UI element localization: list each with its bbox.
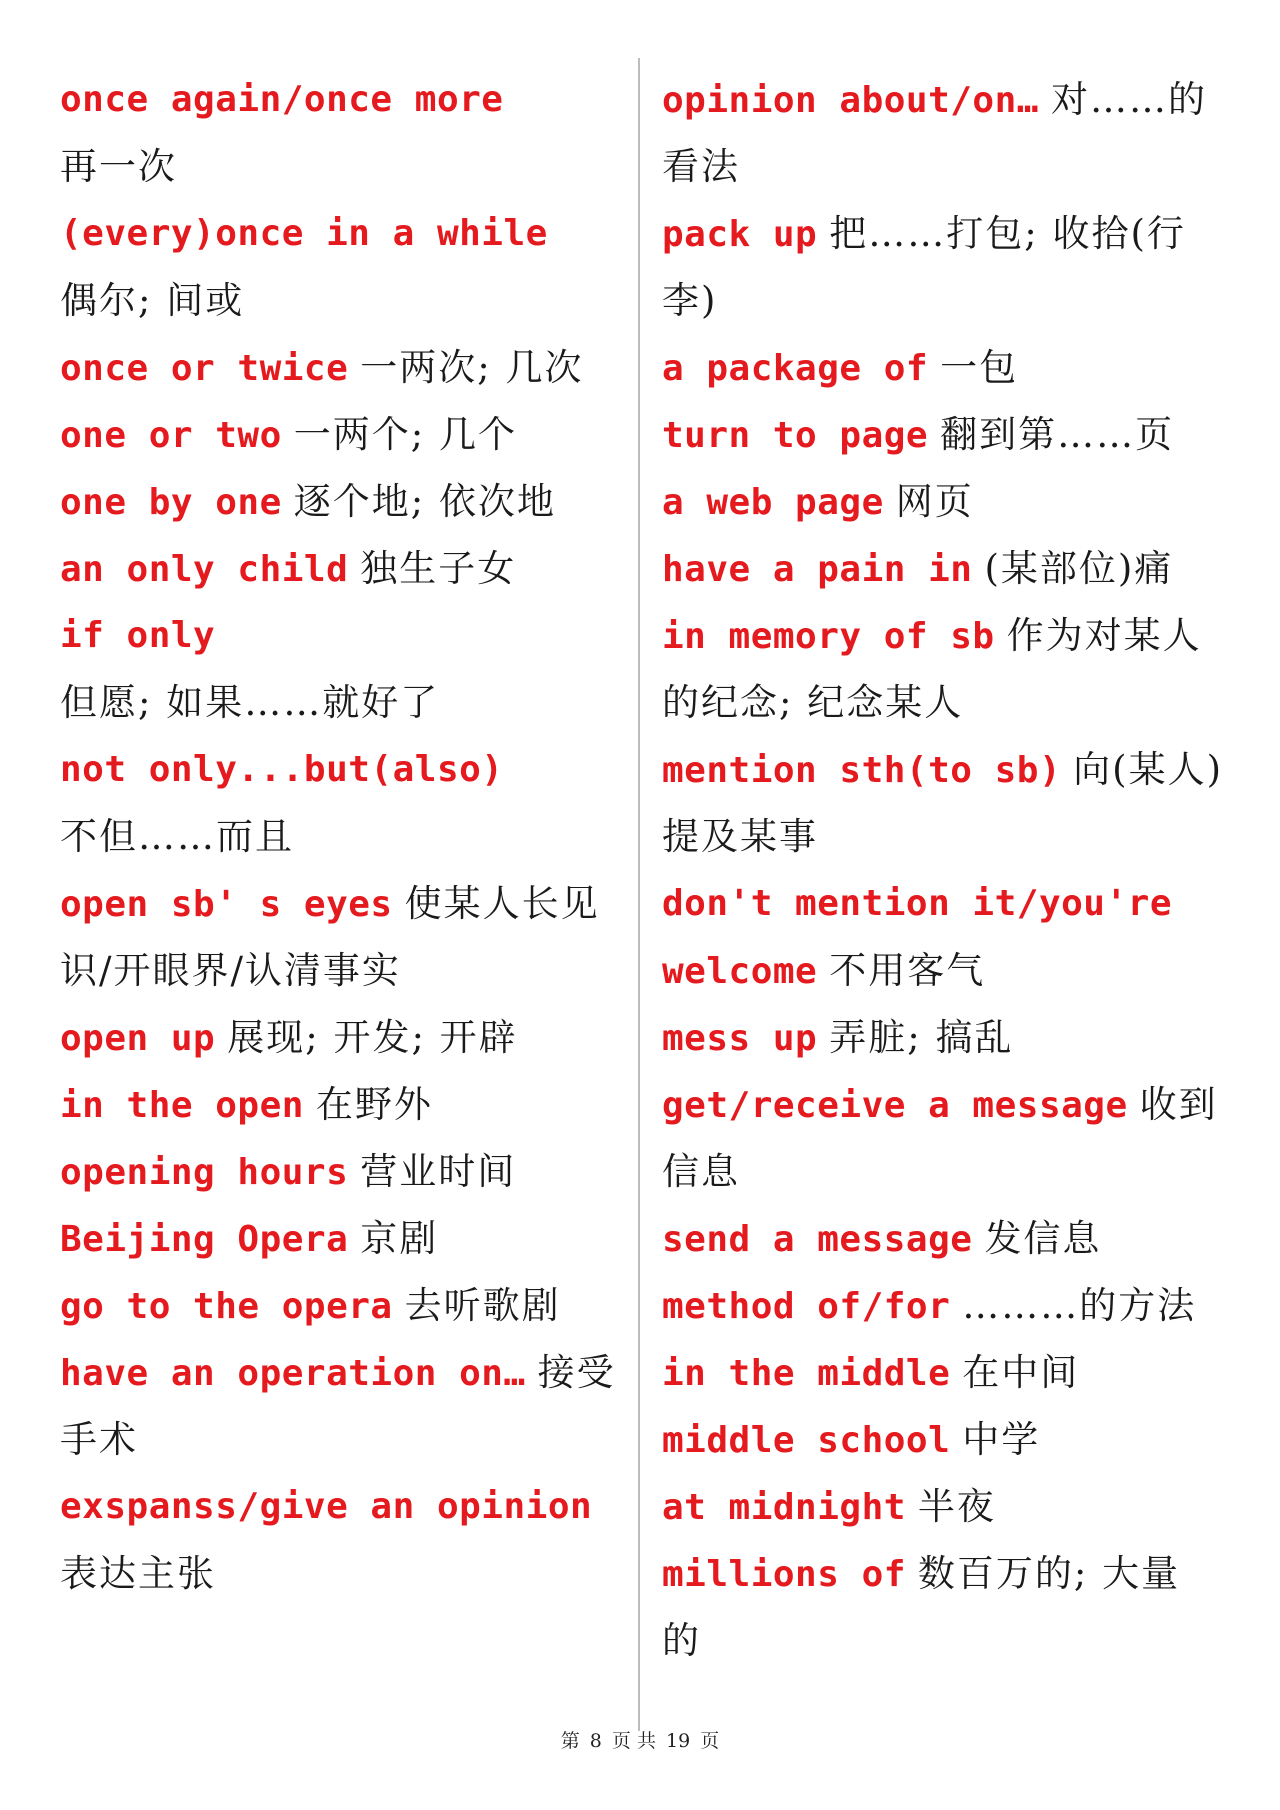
chinese-meaning: 网页 bbox=[895, 480, 974, 523]
right-column bbox=[662, 66, 1232, 1674]
entry-line bbox=[60, 1540, 620, 1607]
chinese-meaning: 使某人长见 bbox=[404, 882, 600, 925]
english-phrase: once or twice bbox=[60, 348, 349, 389]
entry-line bbox=[60, 736, 620, 803]
entry-line bbox=[662, 1406, 1232, 1473]
chinese-meaning: ………的方法 bbox=[962, 1284, 1197, 1327]
entry-line bbox=[662, 602, 1232, 669]
english-phrase: millions of bbox=[662, 1554, 906, 1595]
chinese-meaning: 向(某人) bbox=[1073, 748, 1224, 791]
chinese-meaning: 逐个地; 依次地 bbox=[293, 480, 556, 523]
chinese-meaning: 收到 bbox=[1139, 1083, 1218, 1126]
chinese-meaning: 的 bbox=[662, 1619, 701, 1662]
entry-line bbox=[662, 669, 1232, 736]
chinese-meaning: 偶尔; 间或 bbox=[60, 279, 245, 322]
chinese-meaning: 数百万的; 大量 bbox=[917, 1552, 1181, 1595]
entry-line bbox=[60, 334, 620, 401]
chinese-meaning: 再一次 bbox=[60, 145, 177, 188]
footer-suffix: 页 bbox=[700, 1730, 720, 1752]
entry-line bbox=[60, 401, 620, 468]
entry-line bbox=[60, 1004, 620, 1071]
chinese-meaning: 一两次; 几次 bbox=[360, 346, 584, 389]
chinese-meaning: 看法 bbox=[662, 145, 740, 188]
english-phrase: have a pain in bbox=[662, 549, 973, 590]
english-phrase: Beijing Opera bbox=[60, 1219, 349, 1260]
chinese-meaning: 接受 bbox=[537, 1351, 616, 1394]
chinese-meaning: 把……打包; 收拾(行 bbox=[829, 212, 1186, 255]
entry-line bbox=[662, 1272, 1232, 1339]
chinese-meaning: 但愿; 如果……就好了 bbox=[60, 681, 440, 724]
footer-total-pages: 19 bbox=[666, 1730, 691, 1752]
chinese-meaning: 在野外 bbox=[315, 1083, 433, 1126]
chinese-meaning: 展现; 开发; 开辟 bbox=[227, 1016, 518, 1059]
footer-current-page: 8 bbox=[589, 1730, 602, 1752]
chinese-meaning: 对……的 bbox=[1050, 78, 1207, 121]
entry-line bbox=[662, 133, 1232, 200]
chinese-meaning: 营业时间 bbox=[360, 1150, 517, 1193]
english-phrase: mention sth(to sb) bbox=[662, 750, 1062, 791]
chinese-meaning: 识/开眼界/认清事实 bbox=[60, 949, 401, 992]
chinese-meaning: 一包 bbox=[940, 346, 1019, 389]
chinese-meaning: (某部位)痛 bbox=[984, 547, 1174, 590]
chinese-meaning: 独生子女 bbox=[360, 547, 517, 590]
entry-line bbox=[662, 1339, 1232, 1406]
entry-line bbox=[662, 1004, 1232, 1071]
english-phrase: send a message bbox=[662, 1219, 973, 1260]
entry-line bbox=[60, 937, 620, 1004]
footer-prefix: 第 bbox=[560, 1730, 580, 1752]
entry-line bbox=[662, 1205, 1232, 1272]
entry-line bbox=[662, 736, 1232, 803]
entry-line bbox=[60, 1272, 620, 1339]
entry-line bbox=[662, 1607, 1232, 1674]
entry-line bbox=[60, 803, 620, 870]
english-phrase: have an operation on… bbox=[60, 1353, 526, 1394]
chinese-meaning: 去听歌剧 bbox=[404, 1284, 561, 1327]
entry-line bbox=[662, 870, 1232, 937]
english-phrase: get/receive a message bbox=[662, 1085, 1128, 1126]
english-phrase: go to the opera bbox=[60, 1286, 393, 1327]
entry-line bbox=[60, 468, 620, 535]
left-column bbox=[60, 66, 620, 1607]
entry-line bbox=[60, 1205, 620, 1272]
english-phrase: welcome bbox=[662, 951, 818, 992]
entry-line bbox=[662, 1138, 1232, 1205]
english-phrase: open up bbox=[60, 1018, 216, 1059]
entry-line bbox=[662, 1473, 1232, 1540]
chinese-meaning: 表达主张 bbox=[60, 1552, 216, 1595]
entry-line bbox=[662, 267, 1232, 334]
chinese-meaning: 的纪念; 纪念某人 bbox=[662, 681, 964, 724]
english-phrase: open sb' s eyes bbox=[60, 884, 393, 925]
english-phrase: middle school bbox=[662, 1420, 951, 1461]
entry-line bbox=[662, 334, 1232, 401]
chinese-meaning: 翻到第……页 bbox=[940, 413, 1175, 456]
chinese-meaning: 中学 bbox=[962, 1418, 1041, 1461]
english-phrase: not only...but(also) bbox=[60, 749, 504, 790]
chinese-meaning: 手术 bbox=[60, 1418, 138, 1461]
entry-line bbox=[60, 267, 620, 334]
english-phrase: if only bbox=[60, 615, 216, 656]
chinese-meaning: 信息 bbox=[662, 1150, 740, 1193]
entry-line bbox=[662, 468, 1232, 535]
entry-line bbox=[60, 1406, 620, 1473]
entry-line bbox=[662, 937, 1232, 1004]
english-phrase: at midnight bbox=[662, 1487, 906, 1528]
entry-line bbox=[60, 133, 620, 200]
column-divider bbox=[638, 58, 640, 1731]
english-phrase: opinion about/on… bbox=[662, 80, 1039, 121]
chinese-meaning: 作为对某人 bbox=[1006, 614, 1202, 657]
entry-line bbox=[662, 401, 1232, 468]
page-footer bbox=[0, 1726, 1280, 1753]
entry-line bbox=[60, 870, 620, 937]
english-phrase: in the open bbox=[60, 1085, 304, 1126]
entry-line bbox=[662, 803, 1232, 870]
english-phrase: an only child bbox=[60, 549, 349, 590]
entry-line bbox=[662, 66, 1232, 133]
chinese-meaning: 发信息 bbox=[984, 1217, 1102, 1260]
chinese-meaning: 在中间 bbox=[962, 1351, 1080, 1394]
entry-line bbox=[662, 1071, 1232, 1138]
entry-line bbox=[60, 1473, 620, 1540]
chinese-meaning: 不但……而且 bbox=[60, 815, 294, 858]
entry-line bbox=[60, 200, 620, 267]
chinese-meaning: 一两个; 几个 bbox=[293, 413, 517, 456]
english-phrase: in the middle bbox=[662, 1353, 951, 1394]
entry-line bbox=[60, 669, 620, 736]
english-phrase: once again/once more bbox=[60, 79, 504, 120]
english-phrase: in memory of sb bbox=[662, 616, 995, 657]
english-phrase: one by one bbox=[60, 482, 282, 523]
chinese-meaning: 李) bbox=[662, 279, 718, 322]
english-phrase: mess up bbox=[662, 1018, 818, 1059]
entry-line bbox=[60, 1071, 620, 1138]
english-phrase: don't mention it/you're bbox=[662, 883, 1172, 924]
entry-line bbox=[662, 200, 1232, 267]
chinese-meaning: 弄脏; 搞乱 bbox=[829, 1016, 1014, 1059]
english-phrase: a package of bbox=[662, 348, 929, 389]
english-phrase: opening hours bbox=[60, 1152, 349, 1193]
entry-line bbox=[60, 602, 620, 669]
entry-line bbox=[662, 1540, 1232, 1607]
english-phrase: exspanss/give an opinion bbox=[60, 1486, 593, 1527]
english-phrase: a web page bbox=[662, 482, 884, 523]
entry-line bbox=[60, 66, 620, 133]
entry-line bbox=[60, 1138, 620, 1205]
chinese-meaning: 提及某事 bbox=[662, 815, 818, 858]
english-phrase: method of/for bbox=[662, 1286, 951, 1327]
entry-line bbox=[60, 1339, 620, 1406]
english-phrase: one or two bbox=[60, 415, 282, 456]
entry-line bbox=[662, 535, 1232, 602]
chinese-meaning: 京剧 bbox=[360, 1217, 439, 1260]
chinese-meaning: 半夜 bbox=[917, 1485, 996, 1528]
english-phrase: turn to page bbox=[662, 415, 929, 456]
entry-line bbox=[60, 535, 620, 602]
footer-middle: 页 共 bbox=[611, 1730, 656, 1752]
english-phrase: (every)once in a while bbox=[60, 213, 548, 254]
english-phrase: pack up bbox=[662, 214, 818, 255]
chinese-meaning: 不用客气 bbox=[829, 949, 986, 992]
